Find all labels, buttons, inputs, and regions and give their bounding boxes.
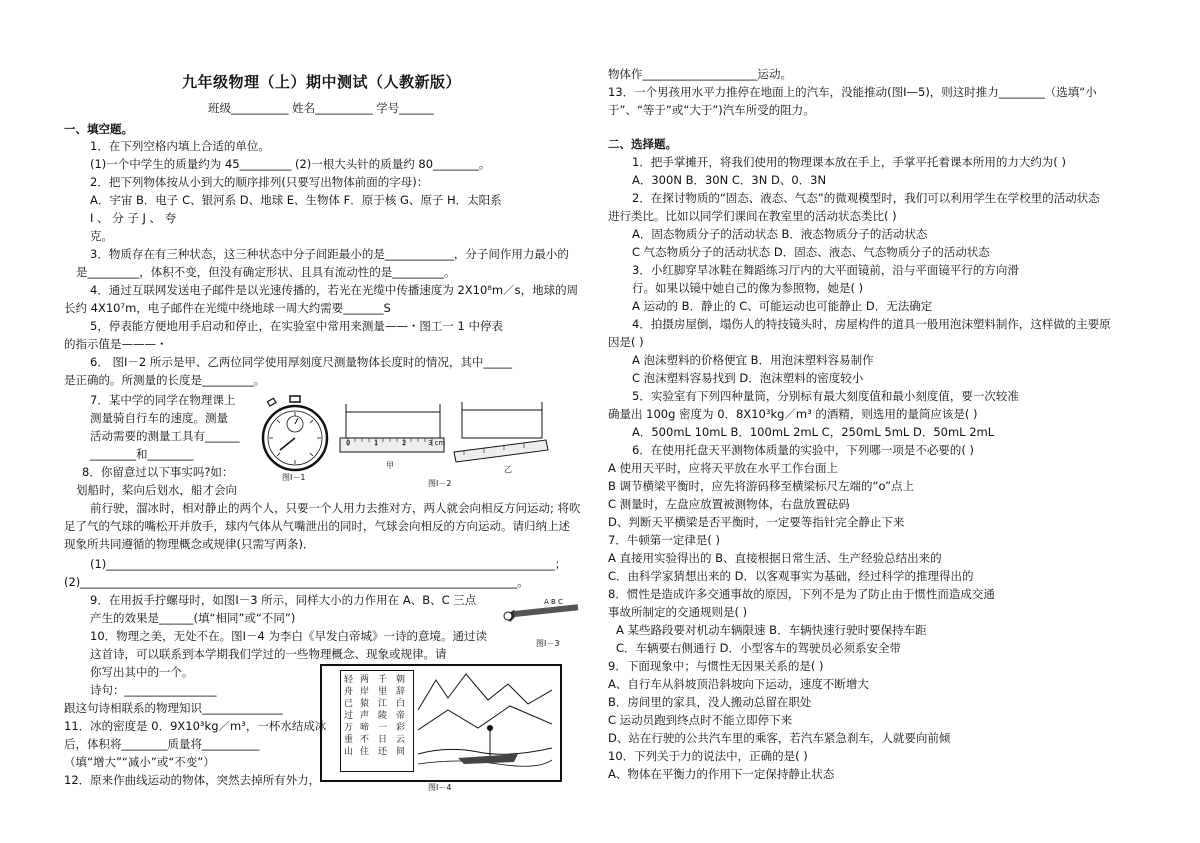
choice-10-option-a: A、物体在平衡力的作用下一定保持静止状态	[608, 767, 835, 781]
choice-10: 10．下列关于力的说法中，正确的是( )	[608, 749, 808, 763]
choice-1-options: A．300N B．30N C．3N D、0．3N	[632, 173, 827, 187]
question-11-hint: （填“增大”“减小”或“不变”）	[64, 755, 215, 769]
poem-column-2: 千里江陵一日还	[378, 675, 388, 757]
choice-8-options-ab: A 某些路段要对机动车辆限速 B．车辆快速行驶时要保持车距	[616, 623, 927, 637]
ruler-unit: 3 cm	[428, 439, 446, 447]
question-7-tools-cont: ________和________	[90, 447, 194, 461]
question-11-cont: 后，体积将________质量将__________	[64, 737, 260, 751]
question-13-cont: 于”、“等于”或“大于”)汽车所受的阻力。	[608, 103, 815, 117]
poem-column-4: 轻舟已过万重山	[344, 675, 354, 757]
stopwatch-figure	[260, 394, 330, 482]
wrench-force-points: A B C	[544, 598, 563, 606]
figure-3-caption: 图Ⅰ－3	[536, 639, 560, 648]
question-7-tools: 活动需要的测量工具有______	[90, 429, 240, 443]
question-10-cont1: 这首诗，可以联系到本学期我们学过的一些物理概念、现象或规律。请	[90, 647, 447, 661]
question-12: 12．原来作曲线运动的物体，突然去掉所有外力，	[64, 773, 321, 787]
question-8: 8．你留意过以下事实吗?如：	[82, 465, 234, 479]
choice-5: 5．实验室有下列四种量筒，分别标有最大刻度值和最小刻度值，要一次较准	[632, 389, 1019, 403]
choice-8-options-cd: C．车辆要右侧通行 D．小型客车的驾驶员必须系安全带	[616, 641, 902, 655]
question-4-cont: 长约 4X10⁷m，电子邮件在光缆中绕地球一周大约需要_______S	[64, 301, 391, 315]
mountain-boat-illustration	[418, 670, 552, 774]
question-9-cont: 产生的效果是______(填“相同”或“不同”)	[90, 611, 296, 625]
question-11: 11．冰的密度是 0．9X10³kg／m³，一杯水结成冰	[64, 719, 327, 733]
choice-4: 4．拍摄房屋倒，塌伤人的特技镜头时，房屋构件的道具一般用泡沫塑料制作，这样做的主要原	[632, 317, 1111, 331]
question-9: 9．在用扳手拧螺母时，如图Ⅰ－3 所示，同样大小的力作用在 A、B、C 三点	[90, 593, 477, 607]
question-10-cont2: 你写出其中的一个。	[90, 665, 194, 679]
question-2-options: A．宇宙 B．电子 C、银河系 D、地球 E、生物体 F．原于核 G、原子 H．太阳系	[90, 193, 502, 207]
section-heading-fill-in: 一、填空题。	[64, 122, 133, 136]
choice-8: 8．惯性是造成许多交通事故的原因，下列不是为了防止由于惯性而造成交通	[608, 587, 995, 601]
ruler-figure	[334, 400, 554, 488]
choice-8-cont: 事故所制定的交通规则是( )	[608, 605, 748, 619]
choice-2-options-cd: C 气态物质分子的活动状态 D．固态、液态、气态物质分子的活动状态	[632, 245, 990, 259]
stopwatch-icon	[260, 394, 330, 474]
choice-1: 1．把手掌摊开，将我们使用的物理课本放在手上，手掌平托着课本所用的力大约为( )	[632, 155, 1066, 169]
choice-9-option-c: C 运动员跑到终点时不能立即停下来	[608, 713, 793, 727]
question-2-end: 克。	[90, 229, 113, 243]
question-3: 3．物质存在有三种状态，这三种状态中分子间距最小的是____________，分子间作用力最小的	[90, 247, 569, 261]
student-info-line: 班级__________ 姓名__________ 学号______	[208, 101, 434, 115]
ruler-label-left: 甲	[386, 461, 394, 470]
choice-5-cont: 确量出 100g 密度为 0．8X10³kg／m³ 的酒精，则选用的量筒应该是( )	[608, 407, 978, 421]
question-7: 7．某中学的同学在物理课上	[90, 393, 236, 407]
poem-column-1: 朝辞白帝彩云间	[396, 675, 406, 757]
choice-7: 7．牛顿第一定律是( )	[608, 533, 720, 547]
choice-6-option-b: B 调节横梁平衡时，应先将游码移至横梁标尺左端的“o”点上	[608, 479, 915, 493]
question-12-cont: 物体作____________________运动。	[608, 67, 792, 81]
choice-7-options-cd: C．由科学家猜想出来的 D．以客观事实为基础，经过科学的推理得出的	[608, 569, 974, 583]
choice-6-option-d: D、判断天平横梁是否平衡时，一定要等指针完全静止下来	[608, 515, 905, 529]
figure-2-caption: 图Ⅰ－2	[428, 479, 452, 488]
choice-6-option-a: A 使用天平时，应将天平放在水平工作台面上	[608, 461, 839, 475]
question-8-answer-2: (2)____________________________________________________________________________。	[64, 575, 529, 589]
ruler-tick-1: 1	[374, 439, 379, 447]
question-5-cont: 的指示值是———・	[64, 337, 168, 351]
question-6-cont: 是正确的。所测量的长度是_________。	[64, 373, 266, 387]
question-6: 6． 图Ⅰ－2 所示是甲、乙两位同学使用厚刻度尺测量物体长度时的情况，其中_____	[90, 355, 513, 369]
wrench-icon	[502, 598, 582, 628]
wrench-figure	[502, 598, 582, 652]
figure-4-caption: 图Ⅰ－4	[428, 783, 452, 792]
choice-5-options: A．500mL 10mL B．100mL 2mL C，250mL 5mL D．50mL 2mL	[632, 425, 995, 439]
question-10: 10．物理之美，无处不在。图Ⅰ－4 为李白《早发白帝城》一诗的意境。通过读	[90, 629, 487, 643]
choice-9-option-d: D、站在行驶的公共汽车里的乘客，若汽车紧急刹车，人就要向前倾	[608, 731, 951, 745]
question-8-cont4: 现象所共同遵循的物理概念或规律(只需写两条)．	[64, 537, 315, 551]
choice-4-cont: 因是( )	[608, 335, 644, 349]
choice-9-option-b: B．房间里的家具，没人搬动总留在职处	[608, 695, 812, 709]
question-2-options-cont: I 、 分 子 J 、 夸	[90, 211, 177, 225]
choice-9-option-a: A、自行车从斜坡顶沿斜坡向下运动，速度不断增大	[608, 677, 869, 691]
question-2: 2．把下列物体按从小到大的顺序排列(只要写出物体前面的字母)：	[90, 175, 429, 189]
question-1: 1．在下列空格内填上合适的单位。	[90, 139, 270, 153]
choice-4-options-cd: C 泡沫塑料容易找到 D．泡沫塑料的密度较小	[632, 371, 864, 385]
question-8-answer-1: (1)______________________________________________________________________________；	[90, 557, 567, 571]
choice-9: 9．下面现象中；与惯性无因果关系的是( )	[608, 659, 824, 673]
choice-6: 6．在使用托盘天平测物体质量的实验中，下列哪一项是不必要的( )	[632, 443, 974, 457]
question-8-cont1: 划船时，桨向后划水，船才会向	[76, 483, 237, 497]
choice-4-options-ab: A 泡沫塑料的价格便宜 B．用泡沫塑料容易制作	[632, 353, 874, 367]
choice-3-cont: 行。如果以镜中她自己的像为参照物，她是( )	[632, 281, 864, 295]
ruler-label-right: 乙	[504, 465, 512, 474]
choice-7-options-ab: A 直接用实验得出的 B、直接根据日常生活、生产经验总结出来的	[608, 551, 942, 565]
page-title: 九年级物理（上）期中测试（人教新版）	[182, 73, 462, 91]
question-7-cont: 测量骑自行车的速度。测量	[90, 411, 228, 425]
question-10-poem-line: 诗句：________________	[90, 683, 217, 697]
question-1-items: (1)一个中学生的质量约为 45_________ (2)一根大头针的质量约 80________。	[90, 157, 491, 171]
question-5: 5，停表能方便地用手启动和停止，在实验室中常用来测量——・图工一 1 中停表	[90, 319, 503, 333]
question-8-cont2: 前行驶，溜冰时，相对静止的两个人，只要一个人用力去推对方，两人就会向相反方问运动; 将吹	[90, 501, 581, 515]
choice-3: 3．小红脚穿旱冰鞋在舞蹈练习厅内的大平面镜前，沿与平面镜平行的方向滑	[632, 263, 1019, 277]
choice-2-options-ab: A．固态物质分子的活动状态 B．液态物质分子的活动状态	[632, 227, 928, 241]
figure-1-caption: 图Ⅰ－1	[282, 473, 306, 482]
ruler-diagram	[334, 400, 554, 476]
poem-column-3: 两岸猿声啼不住	[360, 675, 370, 757]
ruler-tick-0: 0	[346, 439, 351, 447]
choice-6-option-c: C 测量时，左盘应放置被测物体，右盘放置砝码	[608, 497, 850, 511]
question-8-cont3: 足了气的气球的嘴松开并放手，球内气体从气嘴泄出的同时，气球会向相反的方向运动。请归纳上述	[64, 519, 570, 533]
question-4: 4．通过互联网发送电子邮件是以光速传播的，若光在光缆中传播速度为 2X10⁸m／s，地球的周	[90, 283, 579, 297]
choice-3-options: A 运动的 B．静止的 C、可能运动也可能静止 D．无法确定	[632, 299, 933, 313]
question-13: 13．一个男孩用水平力推停在地面上的汽车，没能推动(图Ⅰ—5)，则这时推力________（选填“小	[608, 85, 1097, 99]
poem-figure	[320, 664, 560, 796]
choice-2: 2．在探讨物质的“固态、液态、气态”的微观模型时，我们可以利用学生在学校里的活动状态	[632, 191, 1100, 205]
choice-2-cont: 进行类比。比如以同学们课间在教室里的活动状态类比( )	[608, 209, 897, 223]
ruler-tick-2: 2	[402, 439, 407, 447]
section-heading-choice: 二、选择题。	[608, 137, 677, 151]
question-3-cont: 是_________，体积不变，但没有确定形状、且具有流动性的是_________。	[76, 265, 456, 279]
question-10-knowledge-line: 跟这句诗相联系的物理知识______________	[64, 701, 283, 715]
